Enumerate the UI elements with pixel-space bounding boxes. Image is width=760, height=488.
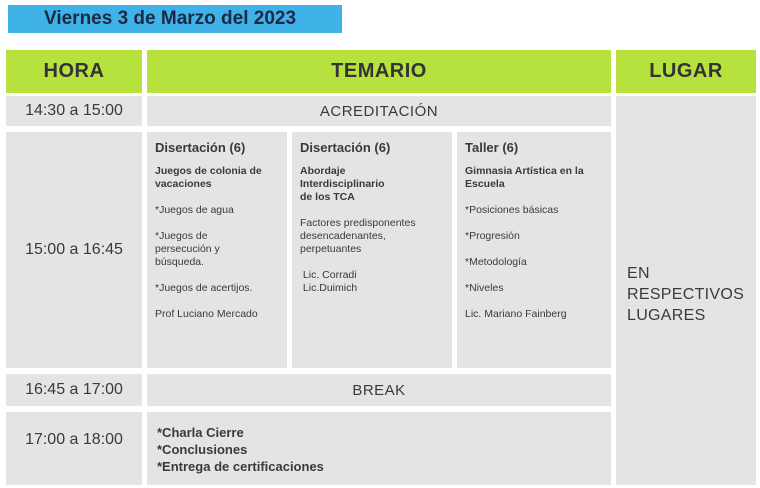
header-hora: HORA <box>6 50 142 93</box>
closing-line: *Charla Cierre <box>157 425 244 440</box>
session-title: Disertación (6) <box>300 140 391 155</box>
session-line: *Posiciones básicas <box>465 204 559 216</box>
header-lugar: LUGAR <box>616 50 756 93</box>
session-line: búsqueda. <box>155 256 205 268</box>
session-line: de los TCA <box>300 191 355 203</box>
lugar-text <box>627 263 744 326</box>
session-line: Abordaje <box>300 165 346 177</box>
label-break: BREAK <box>147 374 611 406</box>
session-speaker: Lic.Duimich <box>300 282 358 294</box>
lugar-cell <box>616 96 756 485</box>
session-line: Escuela <box>465 178 505 190</box>
session-speaker: Lic. Mariano Fainberg <box>465 308 567 320</box>
closing-line: *Entrega de certificaciones <box>157 459 324 474</box>
lugar-line: RESPECTIVOS <box>627 286 745 303</box>
session-line: persecución y <box>155 243 220 255</box>
time-sessions: 15:00 a 16:45 <box>6 132 142 368</box>
session-line: perpetuantes <box>300 243 362 255</box>
time-closing: 17:00 a 18:00 <box>6 412 142 485</box>
session-line: desencadenantes, <box>300 230 386 242</box>
session-column-3 <box>457 132 611 368</box>
session-line: Factores predisponentes <box>300 217 416 229</box>
closing-line: *Conclusiones <box>157 442 248 457</box>
session-line: *Juegos de acertijos. <box>155 282 253 294</box>
session-title: Disertación (6) <box>155 140 246 155</box>
session-line: *Juegos de <box>155 230 208 242</box>
session-line: vacaciones <box>155 178 212 190</box>
session-column-1 <box>147 132 287 368</box>
lugar-line: EN <box>627 265 650 282</box>
time-acreditacion: 14:30 a 15:00 <box>6 96 142 126</box>
lugar-line: LUGARES <box>627 307 706 324</box>
time-break: 16:45 a 17:00 <box>6 374 142 406</box>
label-acreditacion: ACREDITACIÓN <box>147 96 611 126</box>
header-temario: TEMARIO <box>147 50 611 93</box>
session-column-2 <box>292 132 452 368</box>
session-line: Juegos de colonia de <box>155 165 262 177</box>
session-line: Gimnasia Artística en la <box>465 165 584 177</box>
session-speaker: Prof Luciano Mercado <box>155 308 258 320</box>
session-line: *Progresión <box>465 230 520 242</box>
session-line: *Niveles <box>465 282 504 294</box>
session-line: Interdisciplinario <box>300 178 385 190</box>
session-title: Taller (6) <box>465 140 519 155</box>
session-line: *Metodología <box>465 256 527 268</box>
session-line: *Juegos de agua <box>155 204 234 216</box>
date-banner: Viernes 3 de Marzo del 2023 <box>8 5 342 33</box>
session-speaker: Lic. Corradi <box>300 269 357 281</box>
closing-agenda <box>147 412 611 485</box>
